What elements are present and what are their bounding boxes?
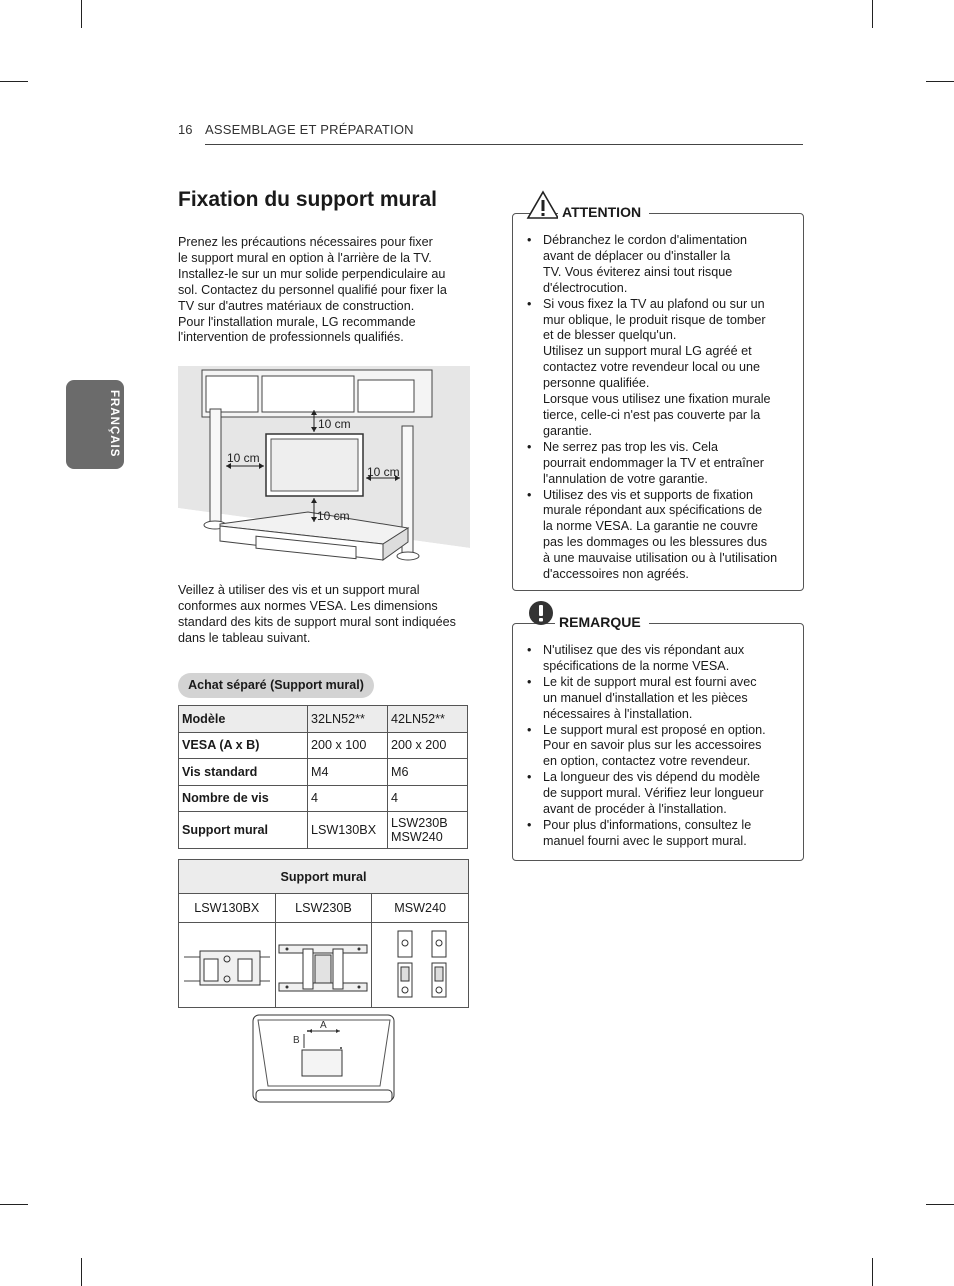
list-item-line: en option, contactez votre revendeur. [543, 754, 751, 769]
spec-key: Nombre de vis [179, 785, 308, 812]
support-model: LSW130BX [179, 894, 276, 923]
intro-line: TV sur d'autres matériaux de construction. [178, 298, 415, 313]
support-table-header: Support mural [179, 860, 469, 894]
intro-line: l'intervention de professionnels qualifiés. [178, 330, 404, 345]
list-item-line: manuel fourni avec le support mural. [543, 833, 747, 848]
spec-value: 200 x 200 [388, 732, 468, 759]
list-item-line: Lorsque vous utilisez une fixation murale [543, 392, 771, 407]
msw240-bracket-image [374, 927, 466, 1001]
spec-value: M4 [308, 759, 388, 786]
table-row [179, 923, 469, 1008]
crop-mark [0, 81, 28, 82]
table-row [179, 894, 469, 923]
separate-purchase-badge: Achat séparé (Support mural) [178, 673, 374, 698]
list-item-line: tierce, celle-ci n'est pas couverte par la [543, 407, 761, 422]
list-item-line: • Débranchez le cordon d'alimentation [543, 233, 748, 247]
list-item-line: avant de procéder à l'installation. [543, 802, 727, 817]
support-table [178, 859, 469, 1008]
list-item [527, 440, 797, 488]
vesa-line: conformes aux normes VESA. Les dimensions [178, 598, 438, 613]
spec-value: 42LN52** [388, 706, 468, 733]
crop-mark [0, 1204, 28, 1205]
spec-value: 200 x 100 [308, 732, 388, 759]
attention-list [527, 233, 797, 583]
list-item-line: mur oblique, le produit risque de tomber [543, 312, 766, 327]
support-model: MSW240 [372, 894, 469, 923]
table-row [179, 759, 468, 786]
list-item-line: l'annulation de votre garantie. [543, 471, 708, 486]
list-item-line: Utilisez un support mural LG agréé et [543, 344, 752, 359]
attention-title: ATTENTION [558, 204, 649, 220]
crop-mark [81, 1258, 82, 1286]
list-item-line: personne qualifiée. [543, 376, 650, 391]
list-item [527, 297, 797, 440]
support-model: LSW230B [275, 894, 372, 923]
list-item-line: pas les dommages ou les blessures dus [543, 535, 768, 550]
table-row [179, 706, 468, 733]
vesa-a-label: A [320, 1020, 327, 1031]
intro-line: sol. Contactez du personnel qualifié pour fixer la [178, 282, 447, 297]
msw240-image-cell [372, 923, 469, 1008]
spec-value: M6 [388, 759, 468, 786]
list-item-line: • La longueur des vis dépend du modèle [543, 770, 761, 785]
page-title: Fixation du support mural [178, 188, 438, 211]
spec-key: Modèle [179, 706, 308, 733]
intro-line: le support mural en option à l'arrière de la TV. [178, 250, 432, 265]
header-divider [205, 144, 803, 145]
list-item-line: pourrait endommager la TV et entraîner [543, 455, 764, 470]
list-item-line: • Si vous fixez la TV au plafond ou sur un [543, 296, 765, 311]
clearance-left-label: 10 cm [227, 451, 260, 465]
spec-value: LSW130BX [308, 812, 388, 849]
list-item [527, 675, 797, 723]
table-row [179, 785, 468, 812]
lsw230b-bracket-image [277, 929, 369, 999]
list-item-line: à une mauvaise utilisation ou à l'utilisation [543, 551, 778, 566]
list-item-line: • Le kit de support mural est fourni avec [543, 674, 757, 689]
page-number: 16 [178, 122, 193, 137]
table-row [179, 860, 469, 894]
intro-line: Installez-le sur un mur solide perpendiculaire au [178, 266, 446, 281]
list-item-line: d'électrocution. [543, 280, 628, 295]
table-row [179, 732, 468, 759]
clearance-right-label: 10 cm [367, 465, 400, 479]
list-item-line: • N'utilisez que des vis répondant aux [543, 643, 745, 657]
list-item-line: • Utilisez des vis et supports de fixation [543, 487, 753, 502]
language-tab-label: FRANÇAIS [108, 390, 120, 458]
list-item-line: TV. Vous éviterez ainsi tout risque [543, 264, 733, 279]
lsw130bx-bracket-image [182, 929, 272, 999]
list-item-line: spécifications de la norme VESA. [543, 658, 730, 673]
spec-value: 4 [388, 785, 468, 812]
spec-value [388, 812, 468, 849]
list-item [527, 643, 797, 675]
spec-value-line: LSW230B [391, 816, 448, 830]
spec-key: Vis standard [179, 759, 308, 786]
vesa-line: dans le tableau suivant. [178, 630, 311, 645]
vesa-dimension-figure [252, 1014, 396, 1106]
list-item-line: • Pour plus d'informations, consultez le [543, 817, 752, 832]
list-item [527, 818, 797, 850]
crop-mark [926, 1204, 954, 1205]
language-tab [66, 380, 124, 469]
section-title: ASSEMBLAGE ET PRÉPARATION [205, 122, 414, 137]
vesa-paragraph [178, 583, 478, 647]
crop-mark [81, 0, 82, 28]
list-item [527, 488, 797, 583]
list-item [527, 233, 797, 297]
list-item-line: un manuel d'installation et les pièces [543, 690, 748, 705]
intro-paragraph [178, 235, 478, 346]
list-item-line: • Ne serrez pas trop les vis. Cela [543, 439, 718, 454]
list-item-line: la norme VESA. La garantie ne couvre [543, 519, 758, 534]
list-item-line: garantie. [543, 423, 593, 438]
list-item [527, 770, 797, 818]
list-item-line: de support mural. Vérifiez leur longueur [543, 786, 764, 801]
exclamation-icon [528, 600, 554, 626]
table-row [179, 812, 468, 849]
list-item [527, 723, 797, 771]
clearance-bottom-label: 10 cm [317, 509, 350, 523]
crop-mark [926, 81, 954, 82]
list-item-line: et de blesser quelqu'un. [543, 328, 677, 343]
list-item-line: avant de déplacer ou d'installer la [543, 248, 731, 263]
note-list [527, 643, 797, 850]
vesa-line: standard des kits de support mural sont indiquées [178, 614, 456, 629]
list-item-line: murale répondant aux spécifications de [543, 503, 763, 518]
crop-mark [872, 0, 873, 28]
spec-value-line: MSW240 [391, 830, 443, 844]
spec-table [178, 705, 468, 849]
spec-value: 32LN52** [308, 706, 388, 733]
note-title: REMARQUE [555, 614, 649, 630]
lsw230b-image-cell [275, 923, 372, 1008]
list-item-line: • Le support mural est proposé en option. [543, 722, 766, 737]
list-item-line: Pour en savoir plus sur les accessoires [543, 738, 762, 753]
clearance-top-label: 10 cm [318, 417, 351, 431]
list-item-line: nécessaires à l'installation. [543, 706, 693, 721]
vesa-b-label: B [293, 1035, 300, 1046]
warning-triangle-icon [526, 190, 560, 220]
intro-line: Pour l'installation murale, LG recommande [178, 314, 416, 329]
crop-mark [872, 1258, 873, 1286]
list-item-line: contactez votre revendeur local ou une [543, 360, 761, 375]
list-item-line: d'accessoires non agréés. [543, 567, 689, 582]
spec-key: Support mural [179, 812, 308, 849]
spec-value: 4 [308, 785, 388, 812]
vesa-line: Veillez à utiliser des vis et un support mural [178, 583, 420, 597]
lsw130bx-image-cell [179, 923, 276, 1008]
wall-mount-clearance-diagram [178, 366, 470, 566]
intro-line: Prenez les précautions nécessaires pour fixer [178, 235, 433, 249]
spec-key: VESA (A x B) [179, 732, 308, 759]
